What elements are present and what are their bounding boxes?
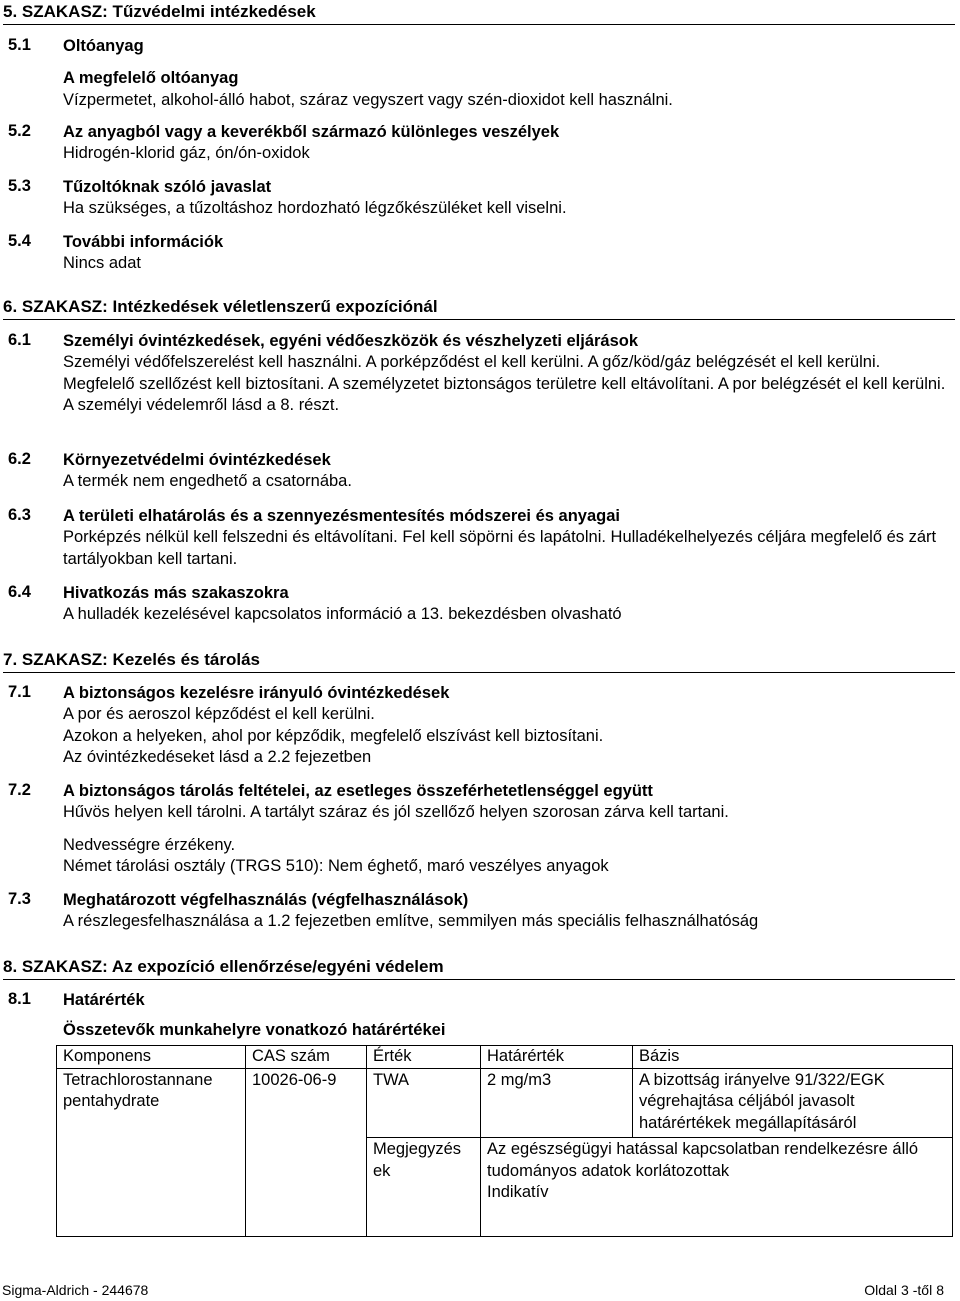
subsection-title: Meghatározott végfelhasználás (végfelhasználások) <box>63 891 469 909</box>
subsection-text: Nincs adat <box>63 254 141 273</box>
subsection-title: Személyi óvintézkedések, egyéni védőeszközök és vészhelyzeti eljárások <box>63 332 639 350</box>
table-header-row <box>57 1046 953 1069</box>
subsection-title: A biztonságos tárolás feltételei, az esetleges összeférhetetlenséggel együtt <box>63 782 653 800</box>
note-text-2: Indikatív <box>487 1183 549 1201</box>
subsection-title: Tűzoltóknak szóló javaslat <box>63 178 272 196</box>
value-cell: TWA <box>367 1068 481 1138</box>
subsection-number: 7.2 <box>8 781 31 799</box>
subsection-title: Környezetvédelmi óvintézkedések <box>63 451 331 469</box>
page-current: 3 <box>900 1282 909 1298</box>
subsection-number: 5.1 <box>8 36 31 54</box>
section-6-heading: 6. SZAKASZ: Intézkedések véletlenszerű expozíciónál <box>3 297 955 320</box>
footer-page-number <box>860 1282 944 1298</box>
subsection-text: Porképzés nélkül kell felszedni és eltávolítani. Fel kell söpörni és lapátolni. Hulladékelhelyezés céljára megfelelő és zárt tartályokban kell tartani. <box>63 528 937 568</box>
subsection-7-3 <box>8 890 948 933</box>
column-header: Érték <box>367 1046 481 1069</box>
subsection-number: 5.4 <box>8 232 31 250</box>
subsection-text-line-2: Azokon a helyeken, ahol por képződik, megfelelő elszívást kell biztosítani. <box>63 726 604 745</box>
subsection-text-line-1: Hűvös helyen kell tárolni. A tartályt száraz és jól szellőző helyen szorosan zárva kell tartani. <box>63 803 729 822</box>
subsection-5-3 <box>8 177 948 220</box>
subsection-title: Az anyagból vagy a keverékből származó különleges veszélyek <box>63 123 560 141</box>
subsection-number: 7.3 <box>8 890 31 908</box>
subsection-text: A termék nem engedhető a csatornába. <box>63 472 352 491</box>
subsection-title: További információk <box>63 233 224 251</box>
exposure-limits-table <box>56 1045 953 1237</box>
subsection-number: 6.1 <box>8 331 31 349</box>
section-7-heading: 7. SZAKASZ: Kezelés és tárolás <box>3 650 955 673</box>
component-cell: Tetrachlorostannane pentahydrate <box>57 1068 246 1236</box>
limit-cell: 2 mg/m3 <box>481 1068 633 1138</box>
subsection-number: 8.1 <box>8 990 31 1008</box>
subsection-number: 7.1 <box>8 683 31 701</box>
subsection-7-2 <box>8 781 948 877</box>
subsection-text: A részlegesfelhasználása a 1.2 fejezetben említve, semmilyen más speciális felhasználhatóság <box>63 912 759 931</box>
subsection-number: 6.4 <box>8 583 31 601</box>
subsection-title: Oltóanyag <box>63 37 144 55</box>
subsection-subtitle: A megfelelő oltóanyag <box>63 69 239 88</box>
column-header: Bázis <box>633 1046 953 1069</box>
subsection-number: 5.2 <box>8 122 31 140</box>
subsection-5-2 <box>8 122 948 165</box>
subsection-text: Személyi védőfelszerelést kell használni. A porképződést el kell kerülni. A gőz/köd/gáz belégzését el kell kerülni. Megfelelő szellőzést kell biztosítani. A személyzetet biztonságos területre kell eltávolítani. A por belégzését el kell kerülni. <box>63 353 946 393</box>
subsection-8-1 <box>8 990 948 1011</box>
page-label: Oldal <box>864 1282 897 1298</box>
cas-cell: 10026-06-9 <box>246 1068 367 1236</box>
note-text: Az egészségügyi hatással kapcsolatban rendelkezésre álló tudományos adatok korlátozottak <box>487 1140 919 1180</box>
subsection-6-3 <box>8 506 948 570</box>
subsection-6-1 <box>8 331 948 416</box>
section-5-heading: 5. SZAKASZ: Tűzvédelmi intézkedések <box>3 2 955 25</box>
section-8-heading: 8. SZAKASZ: Az expozíció ellenőrzése/egyéni védelem <box>3 957 955 980</box>
subsection-text: Ha szükséges, a tűzoltáshoz hordozható légzőkészüléket kell viselni. <box>63 199 567 218</box>
subsection-6-4 <box>8 583 948 626</box>
note-text-cell <box>481 1138 953 1237</box>
basis-cell: A bizottság irányelve 91/322/EGK végrehajtása céljából javasolt határértékek megállapításáról <box>633 1068 953 1138</box>
subsection-title: A biztonságos kezelésre irányuló óvintézkedések <box>63 684 450 702</box>
table-row <box>57 1068 953 1138</box>
subsection-title: Határérték <box>63 991 145 1009</box>
subsection-5-1 <box>8 36 948 111</box>
subsection-number: 5.3 <box>8 177 31 195</box>
limits-table-title: Összetevők munkahelyre vonatkozó határértékei <box>63 1021 446 1039</box>
subsection-text-2: A személyi védelemről lásd a 8. részt. <box>63 395 340 414</box>
subsection-number: 6.2 <box>8 450 31 468</box>
footer-product-id: Sigma-Aldrich - 244678 <box>2 1282 149 1298</box>
subsection-title: Hivatkozás más szakaszokra <box>63 584 289 602</box>
column-header: Határérték <box>481 1046 633 1069</box>
subsection-7-1 <box>8 683 948 768</box>
subsection-text-line-2: Nedvességre érzékeny. <box>63 835 236 854</box>
subsection-title: A területi elhatárolás és a szennyezésmentesítés módszerei és anyagai <box>63 507 620 525</box>
subsection-text: Vízpermetet, alkohol-álló habot, száraz vegyszert vagy szén-dioxidot kell használni. <box>63 90 673 109</box>
subsection-text: A hulladék kezelésével kapcsolatos információ a 13. bekezdésben olvasható <box>63 605 622 624</box>
page-of-label: -től <box>912 1282 933 1298</box>
subsection-5-4 <box>8 232 948 275</box>
subsection-6-2 <box>8 450 948 493</box>
column-header: CAS szám <box>246 1046 367 1069</box>
subsection-text-line-3: Az óvintézkedéseket lásd a 2.2 fejezetben <box>63 747 372 766</box>
note-label-cell: Megjegyzés ek <box>367 1138 481 1237</box>
column-header: Komponens <box>57 1046 246 1069</box>
subsection-text-line-3: Német tárolási osztály (TRGS 510): Nem éghető, maró veszélyes anyagok <box>63 856 609 875</box>
page-total: 8 <box>936 1282 944 1298</box>
subsection-text: Hidrogén-klorid gáz, ón/ón-oxidok <box>63 144 310 163</box>
subsection-number: 6.3 <box>8 506 31 524</box>
subsection-text-line-1: A por és aeroszol képződést el kell kerülni. <box>63 705 375 724</box>
